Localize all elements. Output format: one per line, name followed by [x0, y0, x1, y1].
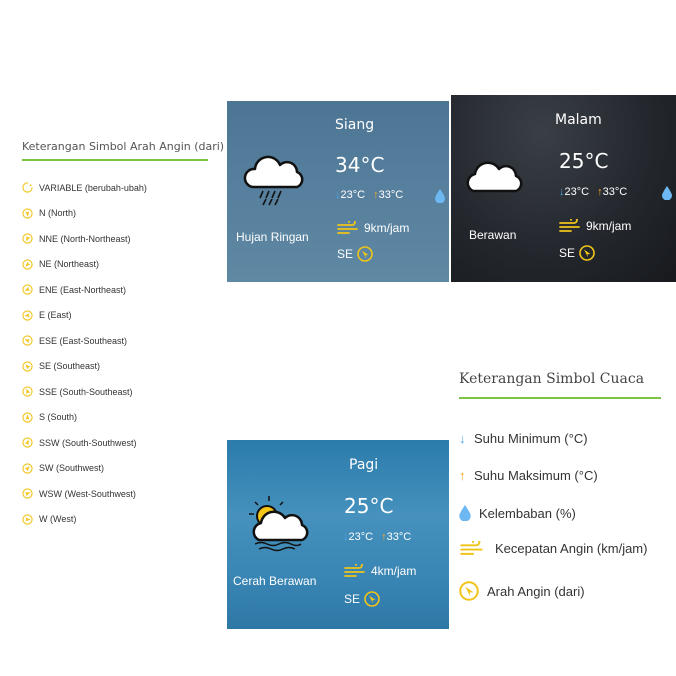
wind-direction-se-icon [357, 246, 373, 262]
wind-legend-label: N (North) [39, 208, 77, 219]
min-temp-arrow-icon: ↓ [335, 189, 341, 201]
card-max-temp: 33°C [386, 531, 412, 543]
wind-legend-label: NE (Northeast) [39, 259, 100, 270]
card-temperature: 34°C [335, 153, 385, 177]
wind-legend-label: SSE (South-Southeast) [39, 386, 133, 397]
wind-legend-row [22, 226, 212, 252]
wind-speed-value: 4km/jam [371, 564, 417, 578]
wind-legend-label: ENE (East-Northeast) [39, 284, 127, 295]
card-min-temp: 23°C [564, 186, 590, 198]
legend-wind-direction [459, 581, 585, 601]
wind-legend-row [22, 379, 212, 405]
arrow-e-icon [22, 310, 33, 321]
wind-legend-row [22, 328, 212, 354]
weather-card-siang [227, 101, 449, 282]
wind-speed-value: 9km/jam [586, 219, 632, 233]
legend-label: Kelembaban (%) [479, 505, 576, 521]
arrow-s-icon [22, 412, 33, 423]
wind-legend-label: SW (Southwest) [39, 463, 105, 474]
wind-direction-legend [22, 140, 225, 532]
card-condition: Berawan [469, 228, 517, 242]
card-temperature: 25°C [344, 494, 394, 518]
legend-wind-speed [459, 541, 647, 556]
down-arrow-icon: ↓ [459, 431, 466, 446]
wind-legend-row [22, 175, 212, 201]
wind-legend-label: E (East) [39, 310, 72, 321]
water-drop-icon [459, 505, 471, 521]
weather-card-malam [451, 95, 676, 282]
arrow-wsw-icon [22, 488, 33, 499]
wind-legend-row [22, 456, 212, 482]
wind-legend-label: S (South) [39, 412, 78, 423]
wind-legend-row [22, 201, 212, 227]
card-period: Siang [335, 117, 375, 133]
max-temp-arrow-icon: ↑ [373, 189, 379, 201]
wind-legend-row [22, 252, 212, 278]
card-wind-direction [337, 246, 373, 262]
card-condition: Hujan Ringan [236, 230, 309, 244]
card-min-max [335, 189, 403, 201]
card-wind-direction [559, 245, 595, 261]
wind-legend-row [22, 354, 212, 380]
legend-label: Suhu Minimum (°C) [474, 431, 588, 446]
max-temp-arrow-icon: ↑ [597, 186, 603, 198]
legend-label: Suhu Maksimum (°C) [474, 468, 598, 483]
arrow-se-icon [22, 361, 33, 372]
wind-legend-label: W (West) [39, 514, 77, 525]
card-max-temp: 33°C [378, 189, 404, 201]
card-max-temp: 33°C [602, 186, 628, 198]
wind-direction-icon [459, 581, 479, 601]
wind-direction-value: SE [344, 592, 361, 606]
cloud-icon [463, 155, 525, 195]
weather-symbol-legend [459, 371, 661, 599]
partly-cloudy-icon [245, 494, 309, 552]
wind-legend-label: SSW (South-Southwest) [39, 437, 137, 448]
wind-lines-icon [344, 564, 368, 578]
wind-direction-value: SE [559, 246, 576, 260]
symbol-legend-title: Keterangan Simbol Cuaca [459, 371, 661, 399]
arrow-nne-icon [22, 233, 33, 244]
legend-label: Kecepatan Angin (km/jam) [495, 541, 648, 556]
card-period: Malam [555, 112, 602, 128]
wind-lines-icon [337, 221, 361, 235]
card-min-temp: 23°C [340, 189, 366, 201]
wind-direction-se-icon [579, 245, 595, 261]
min-temp-arrow-icon: ↓ [343, 531, 349, 543]
card-temperature: 25°C [559, 149, 609, 173]
card-min-temp: 23°C [348, 531, 374, 543]
wind-speed-value: 9km/jam [364, 221, 410, 235]
arrow-n-icon [22, 208, 33, 219]
wind-legend-row [22, 481, 212, 507]
min-temp-arrow-icon: ↓ [559, 186, 565, 198]
wind-legend-row [22, 507, 212, 533]
legend-humidity [459, 505, 576, 521]
card-period: Pagi [349, 457, 379, 473]
wind-legend-label: ESE (East-Southeast) [39, 335, 128, 346]
water-drop-icon [662, 186, 672, 200]
wind-legend-label: NNE (North-Northeast) [39, 233, 131, 244]
wind-legend-list [22, 175, 212, 532]
arrow-ene-icon [22, 284, 33, 295]
card-wind-speed [337, 221, 409, 235]
arrow-sse-icon [22, 386, 33, 397]
card-wind-speed [344, 564, 416, 578]
legend-label: Arah Angin (dari) [487, 583, 585, 599]
card-wind-direction [344, 591, 380, 607]
card-min-max [343, 531, 411, 543]
weather-card-pagi [227, 440, 449, 629]
wind-legend-row [22, 303, 212, 329]
wind-legend-label: VARIABLE (berubah-ubah) [39, 182, 147, 193]
max-temp-arrow-icon: ↑ [381, 531, 387, 543]
card-condition: Cerah Berawan [233, 574, 317, 588]
wind-legend-row [22, 277, 212, 303]
arrow-ne-icon [22, 259, 33, 270]
wind-lines-icon [559, 219, 583, 233]
card-wind-speed [559, 219, 631, 233]
arrow-sw-icon [22, 463, 33, 474]
wind-legend-row [22, 430, 212, 456]
wind-legend-label: WSW (West-Southwest) [39, 488, 136, 499]
wind-direction-value: SE [337, 247, 354, 261]
arrow-ssw-icon [22, 437, 33, 448]
wind-direction-se-icon [364, 591, 380, 607]
arrow-w-icon [22, 514, 33, 525]
arrow-ese-icon [22, 335, 33, 346]
card-min-max [559, 186, 627, 198]
variable-wind-icon [22, 182, 33, 193]
wind-legend-label: SE (Southeast) [39, 361, 101, 372]
wind-legend-row [22, 405, 212, 431]
wind-lines-icon [459, 541, 487, 556]
up-arrow-icon: ↑ [459, 468, 466, 483]
legend-min-temp [459, 431, 588, 446]
wind-legend-title: Keterangan Simbol Arah Angin (dari) [22, 140, 208, 161]
legend-max-temp [459, 468, 598, 483]
water-drop-icon [435, 189, 445, 203]
light-rain-cloud-icon [241, 151, 305, 207]
